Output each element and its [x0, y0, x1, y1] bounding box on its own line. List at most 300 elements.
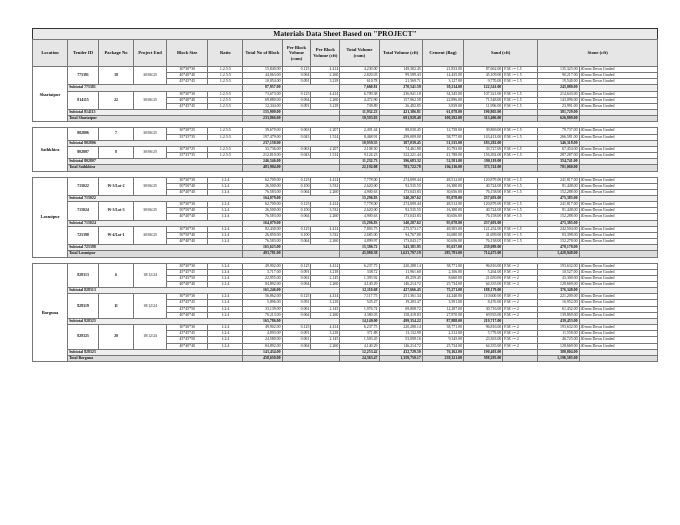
- stone-cell: 81,448.00: [538, 183, 579, 189]
- subtotal-volume-cft: 427,666.45: [379, 288, 422, 294]
- total-blocks-cell: 24,580.00: [243, 337, 282, 343]
- per-block-cum-cell: 0.063: [282, 128, 311, 134]
- total-cement: 239,321.00: [422, 355, 463, 361]
- stone-cell: 46,725.00: [538, 337, 579, 343]
- total-volume-cum-cell: 2,108.50: [340, 146, 379, 152]
- total-volume-cft-cell: 251,361.34: [379, 294, 422, 300]
- per-block-cft-cell: 3.218: [311, 300, 340, 306]
- per-block-cft-cell: 3.218: [311, 269, 340, 275]
- total-volume-cum-cell: 4,140.29: [340, 343, 379, 349]
- cement-cell: 38,771.00: [422, 325, 463, 331]
- per-block-cum-cell: 0.064: [282, 343, 311, 349]
- total-blocks-cell: 84,892.00: [243, 282, 282, 288]
- ratio-cell: 1:2:4: [208, 275, 243, 281]
- ratio-cell: 1:2:4: [208, 232, 243, 238]
- per-block-cft-cell: 4.414: [311, 91, 340, 97]
- per-block-cum-cell: 0.125: [282, 91, 311, 97]
- subtotal-cement: 76,162.00: [422, 349, 463, 355]
- ratio-cell: 1:2:4: [208, 300, 243, 306]
- table-body: [33, 67, 658, 362]
- total-volume-cum-cell: 1,393.92: [340, 275, 379, 281]
- location-cell: Laxmipur: [33, 177, 68, 257]
- subtotal-blocks: 165,786.00: [243, 318, 282, 324]
- subtotal-volume-cum: 14,140.00: [340, 318, 379, 324]
- per-block-cum-cell: 0.125: [282, 202, 311, 208]
- location-cell: Shariatpur: [33, 67, 68, 122]
- sand-cell: 11,996.00: [464, 103, 503, 109]
- project-end-cell: 30/06/25: [134, 91, 167, 109]
- project-end-cell: 18/12/24: [134, 325, 167, 350]
- per-block-cum-cell: 0.100: [282, 183, 311, 189]
- sand-cell: 69,935.00: [464, 312, 503, 318]
- total-volume-cum-cell: 6,237.75: [340, 325, 379, 331]
- subtotal-cement: 95,078.00: [422, 220, 463, 226]
- sand-fm-cell: F.M >= 2: [503, 337, 538, 343]
- project-end-cell: 30/06/25: [134, 202, 167, 220]
- subtotal-sand: 219,717.00: [464, 318, 503, 324]
- header-total-volume-cft: Total Volume (cft): [379, 40, 422, 67]
- subtotal-sand: 190,119.00: [464, 159, 503, 165]
- stone-cell: 221,200.00: [538, 294, 579, 300]
- total-volume-cft: 1,359,750.17: [379, 355, 422, 361]
- stone-cell: 19,540.00: [538, 79, 579, 85]
- total-blocks-cell: 62,709.00: [243, 177, 282, 183]
- total-sand: 714,475.00: [464, 251, 503, 257]
- total-volume-cft-cell: 173,043.83: [379, 214, 422, 220]
- package-no-cell: 18: [99, 67, 134, 85]
- per-block-cft-cell: 2.207: [311, 128, 340, 134]
- cement-cell: 16,680.00: [422, 232, 463, 238]
- total-label: Total Borguna: [68, 355, 243, 361]
- project-end-cell: 30/06/25: [134, 226, 167, 244]
- sand-cell: 76,138.00: [464, 239, 503, 245]
- stone-cell: 81,448.00: [538, 208, 579, 214]
- stone-cell: 287,287.00: [538, 153, 579, 159]
- stone-cell: 79,737.00: [538, 128, 579, 134]
- total-volume-cum-cell: 7,803.75: [340, 226, 379, 232]
- per-block-cft-cell: 2.260: [311, 312, 340, 318]
- total-volume-cum-cell: 2,685.00: [340, 232, 379, 238]
- per-block-cft-cell: 4.414: [311, 325, 340, 331]
- per-block-cum-cell: 0.091: [282, 331, 311, 337]
- total-blocks-cell: 70,213.00: [243, 312, 282, 318]
- sand-fm-cell: F.M >= 1.5: [503, 146, 538, 152]
- total-blocks-cell: 62,709.00: [243, 202, 282, 208]
- stone-grade-cell: 40 mm Down Graded: [579, 269, 657, 275]
- block-size-cell: 45*45*45: [167, 103, 208, 109]
- header-total-volume-cum: Total Volume (cum): [340, 40, 379, 67]
- cement-cell: 27,870.00: [422, 312, 463, 318]
- tender-id-cell: 802806: [68, 128, 99, 140]
- total-volume-cum: 45,980.38: [340, 251, 379, 257]
- block-size-cell: 30*30*30: [167, 177, 208, 183]
- subtotal-blocks: 246,546.00: [243, 159, 282, 165]
- per-block-cum-cell: 0.125: [282, 263, 311, 269]
- sand-fm-cell: F.M >= 1.5: [503, 79, 538, 85]
- sand-cell: 121,252.00: [464, 226, 503, 232]
- sand-cell: 120,879.00: [464, 202, 503, 208]
- total-volume-cum: 24,363.47: [340, 355, 379, 361]
- stone-grade-cell: 40 mm Down Graded: [579, 239, 657, 245]
- per-block-cum-cell: 0.091: [282, 269, 311, 275]
- cement-cell: 22,896.00: [422, 97, 463, 103]
- total-volume-cft: 1,623,797.19: [379, 251, 422, 257]
- block-size-cell: 30*30*30: [167, 226, 208, 232]
- total-blocks: 233,866.00: [243, 116, 282, 122]
- sand-fm-cell: F.M >= 1.5: [503, 183, 538, 189]
- per-block-cum-cell: 0.100: [282, 208, 311, 214]
- ratio-cell: 1:2:4: [208, 343, 243, 349]
- block-size-cell: 35*35*35: [167, 134, 208, 140]
- total-volume-cum-cell: 610.78: [340, 79, 379, 85]
- block-size-cell: 50*50*40: [167, 183, 208, 189]
- total-stone: 701,060.00: [538, 165, 579, 171]
- subtotal-label: Subtotal 802806: [68, 140, 243, 146]
- total-volume-cft-cell: 274,699.44: [379, 177, 422, 183]
- subtotal-stone: 354,741.00: [538, 159, 579, 165]
- ratio-cell: 1:2:4: [208, 214, 243, 220]
- stone-grade-cell: 40 mm Down Graded: [579, 282, 657, 288]
- per-block-cft-cell: 4.414: [311, 67, 340, 73]
- total-volume-cft-cell: 88,030.45: [379, 128, 422, 134]
- cement-cell: 48,512.00: [422, 177, 463, 183]
- sand-fm-cell: F.M >= 2: [503, 275, 538, 281]
- sand-fm-cell: F.M >= 1.5: [503, 73, 538, 79]
- sand-fm-cell: F.M >= 1.5: [503, 153, 538, 159]
- stone-cell: 67,454.00: [538, 146, 579, 152]
- total-volume-cum: 22,192.08: [340, 165, 379, 171]
- subtotal-label: Subtotal 775381: [68, 85, 243, 91]
- total-volume-cft-cell: 49,259.45: [379, 275, 422, 281]
- sand-fm-cell: F.M >= 1.5: [503, 189, 538, 195]
- total-volume-cum-cell: 545.47: [340, 300, 379, 306]
- stone-grade-cell: 40 mm Down Graded: [579, 337, 657, 343]
- per-block-cft-cell: 4.414: [311, 226, 340, 232]
- stone-cell: 10,527.00: [538, 269, 579, 275]
- per-block-cft-cell: 2.260: [311, 282, 340, 288]
- block-size-cell: 40*40*40: [167, 282, 208, 288]
- total-volume-cft-cell: 220,288.14: [379, 263, 422, 269]
- stone-grade-cell: 40 mm Down Graded: [579, 275, 657, 281]
- stone-grade-cell: 40 mm Down Graded: [579, 103, 657, 109]
- total-label: Total Shariatpur: [68, 116, 243, 122]
- cement-cell: 8,660.00: [422, 275, 463, 281]
- total-volume-cft-cell: 149,382.45: [379, 67, 422, 73]
- total-blocks: 493,781.00: [243, 251, 282, 257]
- package-no-cell: 6: [99, 263, 134, 288]
- per-block-cft-cell: 2.145: [311, 306, 340, 312]
- per-block-cum-cell: 0.064: [282, 214, 311, 220]
- cement-cell: 16,380.00: [422, 183, 463, 189]
- stone-grade-cell: 40 mm Down Graded: [579, 128, 657, 134]
- ratio-cell: 1:2:4: [208, 282, 243, 288]
- total-volume-cum-cell: 6,709.38: [340, 91, 379, 97]
- stone-grade-cell: 40 mm Down Graded: [579, 97, 657, 103]
- stone-cell: 266,581.00: [538, 134, 579, 140]
- total-blocks-cell: 76,583.00: [243, 239, 282, 245]
- ratio-cell: 1:2:4: [208, 269, 243, 275]
- sand-fm-cell: F.M >= 1.5: [503, 202, 538, 208]
- total-volume-cft-cell: 146,214.72: [379, 343, 422, 349]
- sand-cell: 87,662.00: [464, 67, 503, 73]
- sand-cell: 23,363.00: [464, 337, 503, 343]
- total-blocks-cell: 12,344.00: [243, 103, 282, 109]
- total-blocks-cell: 39,679.00: [243, 128, 282, 134]
- ratio-cell: 1:2:4: [208, 331, 243, 337]
- total-volume-cum-cell: 4,472.96: [340, 97, 379, 103]
- ratio-cell: 1:2:4: [208, 226, 243, 232]
- sand-fm-cell: F.M >= 2: [503, 282, 538, 288]
- per-block-cum-cell: 0.091: [282, 300, 311, 306]
- cement-cell: 34,345.00: [422, 91, 463, 97]
- stone-cell: 242,504.00: [538, 226, 579, 232]
- stone-cell: 139,869.00: [538, 312, 579, 318]
- sand-cell: 8,476.00: [464, 300, 503, 306]
- total-volume-cft: 783,722.78: [379, 165, 422, 171]
- project-end-cell: 18/12/24: [134, 294, 167, 319]
- total-volume-cum-cell: 338.72: [340, 269, 379, 275]
- total-volume-cft-cell: 275,573.17: [379, 226, 422, 232]
- header-per-block-cft: Per Block Volume (cft): [311, 40, 340, 67]
- per-block-cft-cell: 3.218: [311, 79, 340, 85]
- total-volume-cum-cell: 4,900.63: [340, 214, 379, 220]
- subtotal-blocks: 161,246.00: [243, 288, 282, 294]
- package-no-cell: 20: [99, 325, 134, 350]
- sand-cell: 39,869.00: [464, 128, 503, 134]
- per-block-cum-cell: 0.125: [282, 294, 311, 300]
- per-block-cft-cell: 2.260: [311, 73, 340, 79]
- subtotal-stone: 478,178.00: [538, 245, 579, 251]
- total-volume-cft-cell: 92,535.55: [379, 183, 422, 189]
- total-volume-cft-cell: 274,699.44: [379, 202, 422, 208]
- total-volume-cft-cell: 158,418.83: [379, 312, 422, 318]
- tender-id-cell: 828325: [68, 325, 99, 350]
- ratio-cell: 1:2:4: [208, 202, 243, 208]
- block-size-cell: 40*40*40: [167, 73, 208, 79]
- ratio-cell: 1:2.5:5: [208, 91, 243, 97]
- per-block-cft-cell: 4.414: [311, 202, 340, 208]
- per-block-cft-cell: 3.218: [311, 103, 340, 109]
- tender-id-cell: 715024: [68, 202, 99, 220]
- block-size-cell: 45*45*45: [167, 331, 208, 337]
- subtotal-sand: 239,089.00: [464, 245, 503, 251]
- per-block-cum-cell: 0.043: [282, 134, 311, 140]
- total-blocks: 458,650.00: [243, 355, 282, 361]
- per-block-cft-cell: 2.260: [311, 97, 340, 103]
- stone-grade-cell: 40 mm Down Graded: [579, 79, 657, 85]
- total-label: Total Sathkhira: [68, 165, 243, 171]
- cement-cell: 48,512.00: [422, 202, 463, 208]
- cement-cell: 21,833.00: [422, 67, 463, 73]
- per-block-cum-cell: 0.091: [282, 79, 311, 85]
- total-volume-cum-cell: 2,620.00: [340, 208, 379, 214]
- subtotal-volume-cum: 11,232.73: [340, 159, 379, 165]
- per-block-cum-cell: 0.064: [282, 97, 311, 103]
- total-blocks-cell: 49,902.00: [243, 263, 282, 269]
- sand-fm-cell: F.M >= 2: [503, 343, 538, 349]
- total-empty: [282, 355, 340, 361]
- total-volume-cum-cell: 4,899.97: [340, 239, 379, 245]
- subtotal-blocks: 164,079.00: [243, 220, 282, 226]
- stone-grade-cell: 40 mm Down Graded: [579, 146, 657, 152]
- total-blocks-cell: 197,479.00: [243, 134, 282, 140]
- ratio-cell: 1:2:4: [208, 306, 243, 312]
- ratio-cell: 1:2:4: [208, 325, 243, 331]
- cement-cell: 2,106.00: [422, 269, 463, 275]
- project-end-cell: 30/06/25: [134, 128, 167, 140]
- total-volume-cft-cell: 322,221.44: [379, 153, 422, 159]
- sand-cell: 45,109.00: [464, 73, 503, 79]
- total-blocks-cell: 4,093.00: [243, 331, 282, 337]
- stone-cell: 61,432.00: [538, 306, 579, 312]
- block-size-cell: 40*40*40: [167, 189, 208, 195]
- sand-cell: 71,548.00: [464, 97, 503, 103]
- stone-grade-cell: 40 mm Down Graded: [579, 312, 657, 318]
- total-blocks-cell: 69,880.00: [243, 97, 282, 103]
- tender-id-cell: 725398: [68, 226, 99, 244]
- total-label: Total Laxmipur: [68, 251, 243, 257]
- subtotal-label: Subtotal 828325: [68, 349, 243, 355]
- subtotal-sand: 237,693.00: [464, 195, 503, 201]
- subtotal-volume-cum: 15,296.83: [340, 220, 379, 226]
- package-no-cell: 22: [99, 91, 134, 109]
- tender-id-cell: 802807: [68, 146, 99, 158]
- sand-fm-cell: F.M >= 2: [503, 325, 538, 331]
- total-volume-cum-cell: 8,468.91: [340, 134, 379, 140]
- stone-grade-cell: 40 mm Down Graded: [579, 208, 657, 214]
- total-volume-cft: 691,928.40: [379, 116, 422, 122]
- ratio-cell: 1:2:4: [208, 294, 243, 300]
- per-block-cft-cell: 4.414: [311, 294, 340, 300]
- stone-cell: 214,643.00: [538, 91, 579, 97]
- subtotal-cement: 95,637.00: [422, 245, 463, 251]
- total-blocks-cell: 15,840.00: [243, 67, 282, 73]
- block-size-cell: 50*50*40: [167, 232, 208, 238]
- subtotal-cement: 52,581.00: [422, 159, 463, 165]
- block-size-cell: 45*45*45: [167, 269, 208, 275]
- per-block-cum-cell: 0.043: [282, 153, 311, 159]
- total-volume-cum-cell: 6,237.75: [340, 263, 379, 269]
- total-blocks-cell: 3,717.00: [243, 269, 282, 275]
- sand-fm-cell: F.M >= 1.5: [503, 91, 538, 97]
- subtotal-blocks: 164,079.00: [243, 195, 282, 201]
- header-row: [33, 40, 658, 67]
- subtotal-sand: 237,693.00: [464, 220, 503, 226]
- total-blocks-cell: 33,736.00: [243, 146, 282, 152]
- subtotal-volume-cum: 15,386.72: [340, 245, 379, 251]
- per-block-cum-cell: 0.064: [282, 312, 311, 318]
- block-size-cell: 40*40*40: [167, 239, 208, 245]
- sand-cell: 64,335.00: [464, 282, 503, 288]
- total-blocks-cell: 82,430.00: [243, 226, 282, 232]
- subtotal-blocks: 155,909.00: [243, 110, 282, 116]
- project-end-cell: 30/06/25: [134, 146, 167, 158]
- stone-grade-cell: 40 mm Down Graded: [579, 306, 657, 312]
- cement-cell: 14,435.00: [422, 73, 463, 79]
- sand-fm-cell: F.M >= 1.5: [503, 232, 538, 238]
- stone-cell: 11,558.00: [538, 331, 579, 337]
- sand-fm-cell: F.M >= 2: [503, 300, 538, 306]
- total-volume-cft-cell: 236,941.18: [379, 91, 422, 97]
- stone-grade-cell: 40 mm Down Graded: [579, 214, 657, 220]
- stone-grade-cell: 40 mm Down Graded: [579, 226, 657, 232]
- block-size-cell: 30*30*30: [167, 91, 208, 97]
- total-volume-cum-cell: 9,124.23: [340, 153, 379, 159]
- cement-cell: 2,312.00: [422, 331, 463, 337]
- stone-cell: 143,096.00: [538, 97, 579, 103]
- subtotal-cement: 95,078.00: [422, 195, 463, 201]
- per-block-cum-cell: 0.061: [282, 306, 311, 312]
- materials-data-sheet: [32, 28, 658, 362]
- ratio-cell: 1:2.5:5: [208, 67, 243, 73]
- stone-cell: 90,217.00: [538, 73, 579, 79]
- total-blocks-cell: 76,583.00: [243, 214, 282, 220]
- total-volume-cft-cell: 21,569.71: [379, 79, 422, 85]
- subtotal-stone: 376,348.00: [538, 288, 579, 294]
- total-volume-cum-cell: 7,778.00: [340, 202, 379, 208]
- subtotal-volume-cum: 15,296.83: [340, 195, 379, 201]
- cement-cell: 3,127.00: [422, 79, 463, 85]
- subtotal-volume-cft: 499,354.22: [379, 318, 422, 324]
- subtotal-volume-cft: 270,541.59: [379, 85, 422, 91]
- total-volume-cft-cell: 94,767.80: [379, 232, 422, 238]
- sand-cell: 143,413.00: [464, 134, 503, 140]
- ratio-cell: 1:2:4: [208, 208, 243, 214]
- per-block-cft-cell: 2.260: [311, 239, 340, 245]
- total-volume-cft-cell: 11,961.60: [379, 269, 422, 275]
- header-cement: Cement (Bag): [422, 40, 463, 67]
- subtotal-volume-cum: 11,932.23: [340, 110, 379, 116]
- subtotal-blocks: 237,158.00: [243, 140, 282, 146]
- subtotal-stone: 475,385.00: [538, 220, 579, 226]
- stone-grade-cell: 40 mm Down Graded: [579, 343, 657, 349]
- subtotal-blocks: 87,957.00: [243, 85, 282, 91]
- stone-cell: 152,288.00: [538, 214, 579, 220]
- total-volume-cft-cell: 173,043.83: [379, 189, 422, 195]
- total-blocks-cell: 22,955.00: [243, 275, 282, 281]
- stone-grade-cell: 40 mm Down Graded: [579, 183, 657, 189]
- sand-fm-cell: F.M >= 1.5: [503, 97, 538, 103]
- cement-cell: 16,380.00: [422, 208, 463, 214]
- subtotal-volume-cft: 540,207.62: [379, 220, 422, 226]
- tender-id-cell: 828319: [68, 294, 99, 319]
- subtotal-volume-cum: 10,959.35: [340, 140, 379, 146]
- total-blocks-cell: 33,139.00: [243, 306, 282, 312]
- per-block-cum-cell: 0.063: [282, 146, 311, 152]
- sand-cell: 64,335.00: [464, 343, 503, 349]
- total-volume-cum-cell: 2,491.44: [340, 128, 379, 134]
- subtotal-label: Subtotal 715024: [68, 220, 243, 226]
- subtotal-label: Subtotal 715022: [68, 195, 243, 201]
- sand-fm-cell: F.M >= 1.5: [503, 67, 538, 73]
- subtotal-volume-cum: 7,660.81: [340, 85, 379, 91]
- stone-grade-cell: 40 mm Down Graded: [579, 331, 657, 337]
- header-per-block-cum: Per Block Volume (cum): [282, 40, 311, 67]
- per-block-cum-cell: 0.125: [282, 325, 311, 331]
- total-blocks-cell: 73,673.00: [243, 91, 282, 97]
- subtotal-stone: 245,080.00: [538, 85, 579, 91]
- stone-grade-cell: 40 mm Down Graded: [579, 177, 657, 183]
- stone-grade-cell: 40 mm Down Graded: [579, 67, 657, 73]
- stone-cell: 241,817.00: [538, 177, 579, 183]
- stone-grade-cell: 40 mm Down Graded: [579, 232, 657, 238]
- subtotal-stone: 439,453.00: [538, 318, 579, 324]
- tender-id-cell: 828313: [68, 263, 99, 288]
- stone-cell: 128,669.00: [538, 343, 579, 349]
- per-block-cum-cell: 0.064: [282, 282, 311, 288]
- block-size-cell: 30*30*30: [167, 294, 208, 300]
- total-blocks-cell: 5,896.00: [243, 300, 282, 306]
